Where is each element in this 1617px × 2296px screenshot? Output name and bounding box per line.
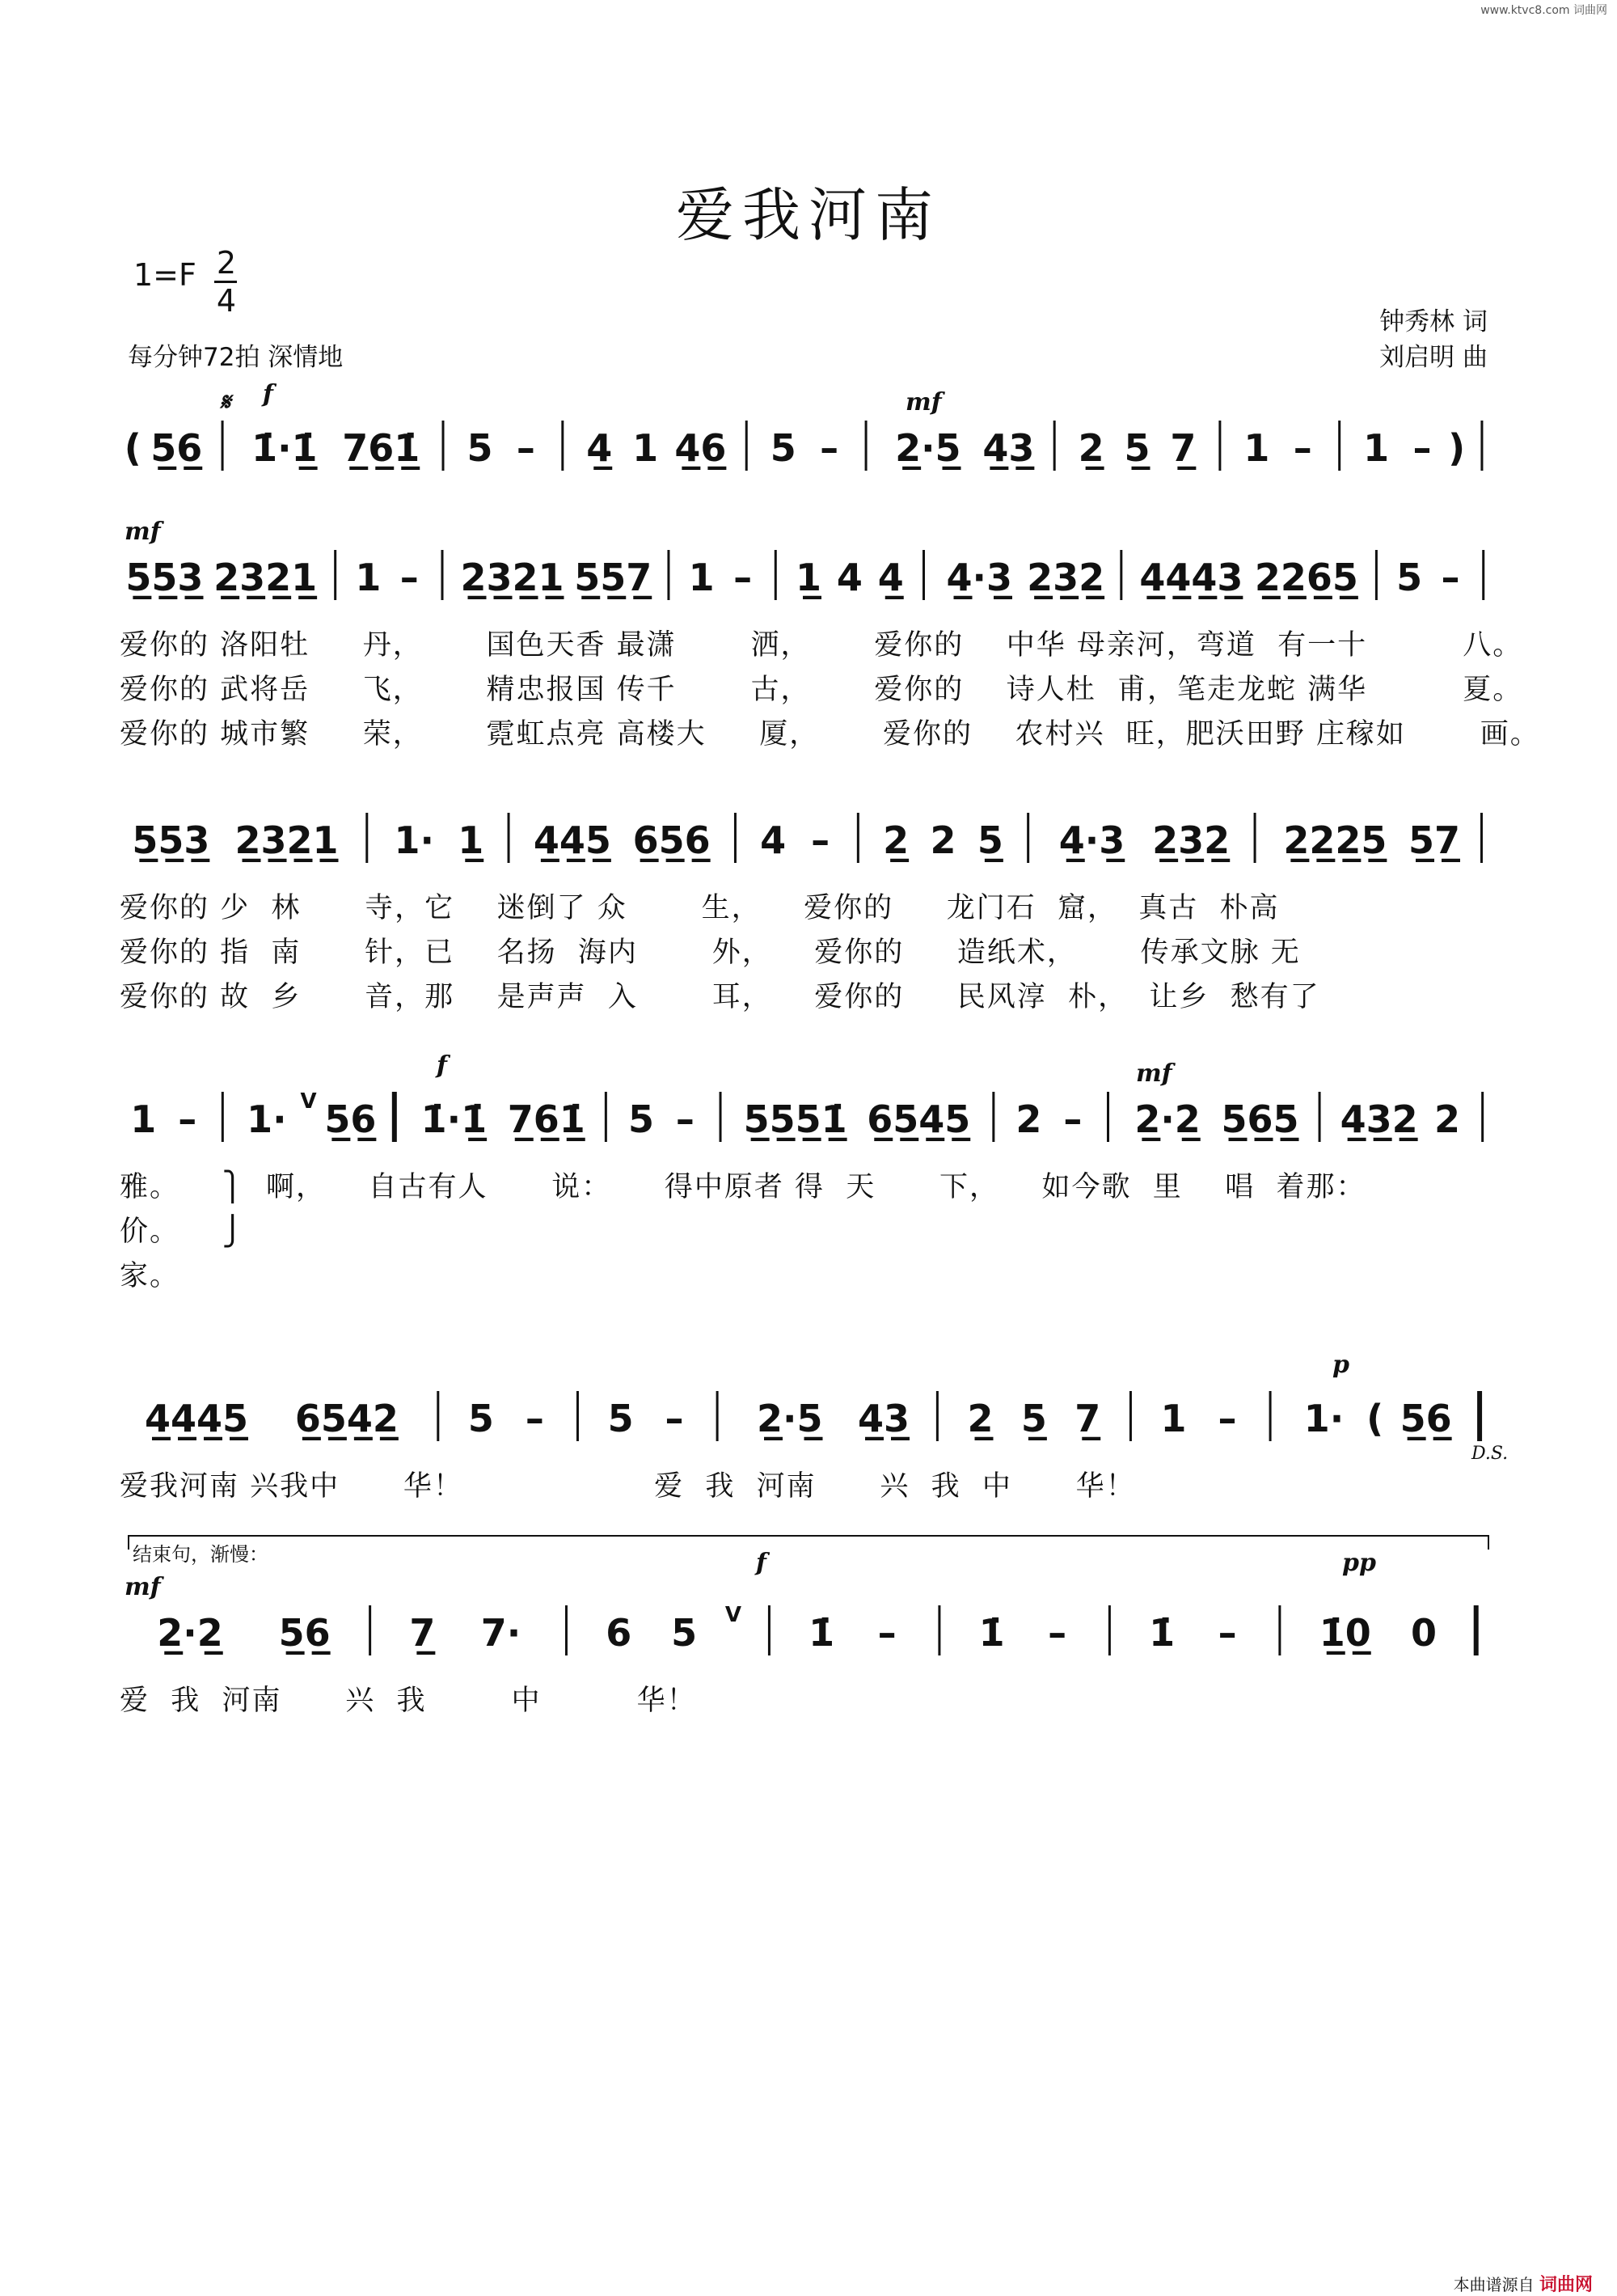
lyrics-line: 家。: [120, 1260, 180, 1292]
note-group: 1̲: [795, 556, 822, 599]
segno-mark: 𝄋: [220, 388, 230, 416]
dynamic-marking: mf: [125, 518, 161, 546]
note-group: 4: [760, 818, 787, 862]
note-group: 7̲6̲1̲̇: [342, 426, 420, 470]
footer-source: [1454, 2271, 1593, 2296]
note-group: 4̲4̲4̲3̲: [1139, 556, 1243, 599]
note-group: 2̲2̲2̲5̲: [1283, 818, 1387, 862]
note-group: –: [1218, 1397, 1237, 1440]
note-group: 2̲·5̲: [757, 1397, 823, 1440]
note-group: –: [665, 1397, 684, 1440]
note-group: 1·: [394, 818, 434, 862]
score-row-6-notes: [113, 1589, 1504, 1670]
note-group: 4̲: [586, 426, 613, 470]
note-group: 4̲·3̲: [946, 556, 1012, 599]
note-group: 1̲: [458, 818, 484, 862]
note-group: 5̲6̲5̲: [1221, 1097, 1299, 1141]
note-group: 6̲5̲4̲2̲: [294, 1397, 399, 1440]
note-group: 6: [606, 1611, 632, 1655]
note-group: 0: [1410, 1611, 1437, 1655]
lyrics-line: 爱你的 城市繁 荣， 霓虹点亮 高楼大 厦， 爱你的 农村兴 旺，肥沃田野 庄稼如 画。: [120, 718, 1540, 751]
note-group: (: [124, 426, 141, 470]
lyrics-line: 爱你的 指 南 针，已 名扬 海内 外， 爱你的 造纸术， 传承文脉 无: [120, 937, 1301, 969]
note-group: 2: [930, 818, 956, 862]
note-group: 7̲6̲1̲̇: [507, 1097, 585, 1141]
key-signature: 1=F: [133, 257, 196, 293]
note-group: 4: [836, 556, 863, 599]
note-group: 7̲: [1074, 1397, 1101, 1440]
note-group: 7̲: [1170, 426, 1197, 470]
note-group: 2̲3̲2̲: [1152, 818, 1231, 862]
dynamic-marking: f: [756, 1549, 766, 1577]
note-group: 4̲·3̲: [1058, 818, 1125, 862]
note-group: 1: [130, 1097, 157, 1141]
lyrics-line: 爱我河南 兴我中 华！ 爱 我 河南 兴 我 中 华！: [120, 1470, 1136, 1503]
time-signature: [214, 247, 239, 317]
note-group: –: [1293, 426, 1312, 470]
note-group: 2̲3̲2̲1̲: [460, 556, 564, 599]
lyrics-line: 雅。 ⎫ 啊， 自古有人 说： 得中原者 得 天 下， 如今歌 里 唱 着那：: [120, 1171, 1366, 1203]
note-group: 7·: [480, 1611, 521, 1655]
da-segno-mark: D.S.: [1471, 1444, 1509, 1464]
note-group: ᐯ: [300, 1089, 317, 1114]
note-group: 1̇: [978, 1611, 1005, 1655]
time-signature-bottom: 4: [216, 283, 237, 319]
note-group: 5: [607, 1397, 634, 1440]
note-group: 2̲: [1078, 426, 1104, 470]
score-row-1-notes: [113, 404, 1504, 485]
note-group: 2̲3̲2̲1̲: [234, 818, 339, 862]
composer-credit: 刘启明 曲: [1379, 343, 1488, 372]
note-group: 5̲: [1124, 426, 1150, 470]
score-row-5-notes: [113, 1375, 1504, 1456]
note-group: 1: [1243, 426, 1270, 470]
note-group: 1̲̇0̲: [1319, 1611, 1371, 1655]
note-group: 5̲: [1020, 1397, 1047, 1440]
lyrics-line: 爱你的 少 林 寺，它 迷倒了 众 生， 爱你的 龙门石 窟， 真古 朴高: [120, 892, 1280, 924]
note-group: 1̇·1̲̇: [420, 1097, 488, 1141]
score-row-3-notes: [113, 797, 1504, 877]
note-group: –: [178, 1097, 197, 1141]
note-group: 5̲5̲3̲: [132, 818, 210, 862]
note-group: (: [1366, 1397, 1384, 1440]
note-group: 2̲: [883, 818, 910, 862]
note-group: –: [820, 426, 839, 470]
note-group: –: [1218, 1611, 1237, 1655]
lyrics-line: 价。 ⎭: [120, 1216, 245, 1248]
note-group: 4̲3̲: [982, 426, 1035, 470]
note-group: 4̲3̲: [857, 1397, 910, 1440]
tempo-marking: 每分钟72拍 深情地: [128, 343, 344, 372]
dynamic-marking: mf: [125, 1573, 161, 1601]
note-group: 5̲6̲: [150, 426, 203, 470]
dynamic-marking: f: [437, 1051, 447, 1080]
note-group: 5: [1396, 556, 1423, 599]
lyrics-line: 爱你的 故 乡 音，那 是声声 入 耳， 爱你的 民风淳 朴， 让乡 愁有了: [120, 981, 1320, 1013]
lyricist-credit: 钟秀林 词: [1379, 307, 1488, 336]
note-group: 1̇: [808, 1611, 835, 1655]
note-group: 4̲6̲: [674, 426, 727, 470]
note-group: 5: [770, 426, 796, 470]
note-group: 4̲4̲4̲5̲: [144, 1397, 248, 1440]
note-group: 1̇·1̲̇: [251, 426, 318, 470]
note-group: –: [877, 1611, 897, 1655]
note-group: 2̲3̲2̲: [1027, 556, 1105, 599]
ending-label: 结束句，渐慢：: [133, 1543, 268, 1566]
note-group: –: [675, 1097, 695, 1141]
note-group: 1·: [247, 1097, 287, 1141]
lyrics-line: 爱你的 洛阳牡 丹， 国色天香 最潇 洒， 爱你的 中华 母亲河，弯道 有一十 八。: [120, 629, 1523, 662]
note-group: –: [525, 1397, 544, 1440]
note-group: 5̲: [977, 818, 1003, 862]
score-row-2-notes: [113, 534, 1504, 615]
dynamic-marking: mf: [906, 388, 942, 416]
note-group: –: [1412, 426, 1432, 470]
note-group: 5̲5̲5̲1̲̇: [743, 1097, 847, 1141]
time-signature-top: 2: [216, 245, 237, 281]
note-group: 6̲5̲4̲5̲: [867, 1097, 971, 1141]
note-group: 2: [1015, 1097, 1042, 1141]
note-group: 5̲6̲: [278, 1611, 331, 1655]
note-group: 5: [467, 1397, 494, 1440]
note-group: 5: [671, 1611, 698, 1655]
note-group: 1: [1160, 1397, 1187, 1440]
dynamic-marking: f: [263, 380, 273, 408]
note-group: 1·: [1303, 1397, 1345, 1440]
lyrics-line: 爱你的 武将岳 飞， 精忠报国 传千 古， 爱你的 诗人杜 甫，笔走龙蛇 满华 夏。: [120, 674, 1523, 706]
note-group: –: [1048, 1611, 1067, 1655]
note-group: –: [1063, 1097, 1083, 1141]
note-group: 1: [688, 556, 715, 599]
note-group: 5̲5̲3̲: [125, 556, 204, 599]
note-group: 1̇: [1149, 1611, 1176, 1655]
note-group: 1: [355, 556, 382, 599]
note-group: 2̲·2̲: [157, 1611, 223, 1655]
note-group: 2: [1434, 1097, 1461, 1141]
site-tag: www.ktvc8.com 词曲网: [1480, 4, 1607, 17]
note-group: 1: [632, 426, 659, 470]
note-group: –: [1441, 556, 1460, 599]
footer-brand[interactable]: 词曲网: [1539, 2275, 1593, 2295]
note-group: 7̲: [409, 1611, 436, 1655]
note-group: 5̲6̲: [324, 1097, 377, 1141]
lyrics-line: 爱 我 河南 兴 我 中 华！: [120, 1685, 697, 1717]
dynamic-marking: mf: [1136, 1059, 1172, 1088]
note-group: 5̲5̲7̲: [574, 556, 652, 599]
note-group: 2̲: [967, 1397, 994, 1440]
note-group: 4̲4̲5̲: [533, 818, 611, 862]
dynamic-marking: p: [1332, 1351, 1349, 1379]
note-group: 5: [627, 1097, 654, 1141]
note-group: 5: [467, 426, 493, 470]
note-group: 2̲3̲2̲1̲: [213, 556, 318, 599]
note-group: ): [1448, 426, 1466, 470]
footer-source-text: 本曲谱源自: [1453, 2275, 1535, 2294]
note-group: 4̲: [877, 556, 904, 599]
note-group: 2̲·5̲: [895, 426, 961, 470]
score-row-1: [113, 380, 1504, 526]
note-group: 6̲5̲6̲: [632, 818, 711, 862]
note-group: –: [811, 818, 830, 862]
score-row-4-notes: [113, 1076, 1504, 1156]
song-title: 爱我河南: [675, 181, 941, 249]
note-group: 5̲6̲: [1400, 1397, 1452, 1440]
dynamic-marking: pp: [1342, 1549, 1376, 1577]
note-group: 5̲7̲: [1408, 818, 1461, 862]
note-group: 1: [1363, 426, 1390, 470]
note-group: –: [516, 426, 535, 470]
note-group: 4̲3̲2̲: [1340, 1097, 1418, 1141]
note-group: 2̲·2̲: [1134, 1097, 1201, 1141]
note-group: ᐯ: [724, 1603, 741, 1627]
note-group: –: [399, 556, 419, 599]
note-group: 2̲2̲6̲5̲: [1254, 556, 1358, 599]
ending-bracket: [128, 1535, 1489, 1550]
note-group: –: [733, 556, 753, 599]
